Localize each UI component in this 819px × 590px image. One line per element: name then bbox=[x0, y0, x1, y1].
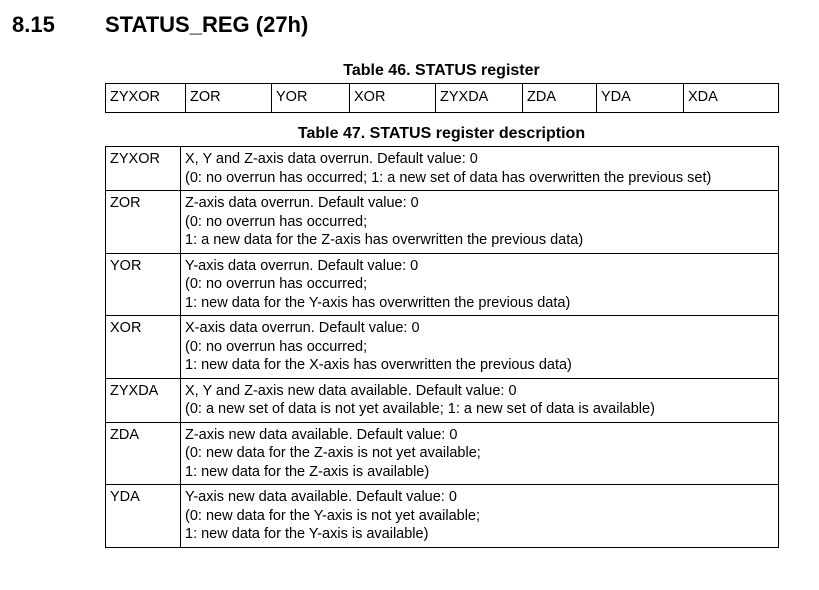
field-description bbox=[181, 191, 779, 254]
description-line: X, Y and Z-axis data overrun. Default value: 0 bbox=[185, 151, 478, 167]
field-name: ZOR bbox=[106, 191, 181, 254]
register-bit: ZYXDA bbox=[436, 84, 523, 113]
description-row bbox=[106, 253, 779, 316]
description-line: (0: no overrun has occurred; bbox=[185, 213, 368, 230]
register-table bbox=[105, 83, 779, 113]
description-line: Y-axis new data available. Default value: 0 bbox=[185, 489, 457, 505]
register-bit: YOR bbox=[272, 84, 350, 113]
description-row bbox=[106, 485, 779, 548]
description-row bbox=[106, 422, 779, 485]
description-table bbox=[105, 146, 779, 548]
register-bit: ZYXOR bbox=[106, 84, 186, 113]
field-description bbox=[181, 253, 779, 316]
description-line: Z-axis new data available. Default value: 0 bbox=[185, 426, 458, 443]
register-bit: XDA bbox=[684, 84, 779, 113]
field-name: XOR bbox=[106, 316, 181, 379]
description-row bbox=[106, 191, 779, 254]
description-line: (0: new data for the Z-axis is not yet available; bbox=[185, 445, 481, 461]
description-line: X, Y and Z-axis new data available. Default value: 0 bbox=[185, 382, 517, 399]
field-description bbox=[181, 316, 779, 379]
register-bit-row bbox=[106, 84, 779, 113]
section-title: STATUS_REG (27h) bbox=[105, 12, 309, 37]
register-bit: XOR bbox=[350, 84, 436, 113]
register-bit: YDA bbox=[597, 84, 684, 113]
description-row bbox=[106, 147, 779, 191]
description-line: (0: new data for the Y-axis is not yet available; bbox=[185, 507, 481, 524]
description-line: X-axis data overrun. Default value: 0 bbox=[185, 320, 420, 336]
section-number: 8.15 bbox=[12, 12, 55, 37]
field-name: YDA bbox=[106, 485, 181, 548]
field-description bbox=[181, 485, 779, 548]
description-table-caption: Table 47. STATUS register description bbox=[297, 125, 586, 142]
field-name: YOR bbox=[106, 253, 181, 316]
field-description bbox=[181, 147, 779, 191]
description-row bbox=[106, 316, 779, 379]
field-name: ZYXOR bbox=[106, 147, 181, 191]
description-line: Z-axis data overrun. Default value: 0 bbox=[185, 195, 419, 211]
description-row bbox=[106, 378, 779, 422]
field-description bbox=[181, 422, 779, 485]
register-table-caption: Table 46. STATUS register bbox=[343, 62, 540, 79]
register-bit: ZDA bbox=[523, 84, 597, 113]
register-bit: ZOR bbox=[186, 84, 272, 113]
description-line: (0: a new set of data is not yet available; 1: a new set of data is available) bbox=[185, 401, 655, 417]
description-line: 1: a new data for the Z-axis has overwritten the previous data) bbox=[185, 232, 584, 248]
description-line: Y-axis data overrun. Default value: 0 bbox=[185, 257, 419, 274]
field-name: ZDA bbox=[106, 422, 181, 485]
description-line: (0: no overrun has occurred; bbox=[185, 276, 368, 292]
field-description bbox=[181, 378, 779, 422]
description-line: 1: new data for the Z-axis is available) bbox=[185, 463, 430, 480]
description-line: (0: no overrun has occurred; 1: a new set of data has overwritten the previous set) bbox=[185, 169, 712, 186]
description-line: 1: new data for the Y-axis is available) bbox=[185, 526, 429, 542]
field-name: ZYXDA bbox=[106, 378, 181, 422]
description-line: 1: new data for the X-axis has overwritten the previous data) bbox=[185, 357, 572, 373]
description-line: 1: new data for the Y-axis has overwritten the previous data) bbox=[185, 294, 571, 311]
description-line: (0: no overrun has occurred; bbox=[185, 338, 368, 355]
